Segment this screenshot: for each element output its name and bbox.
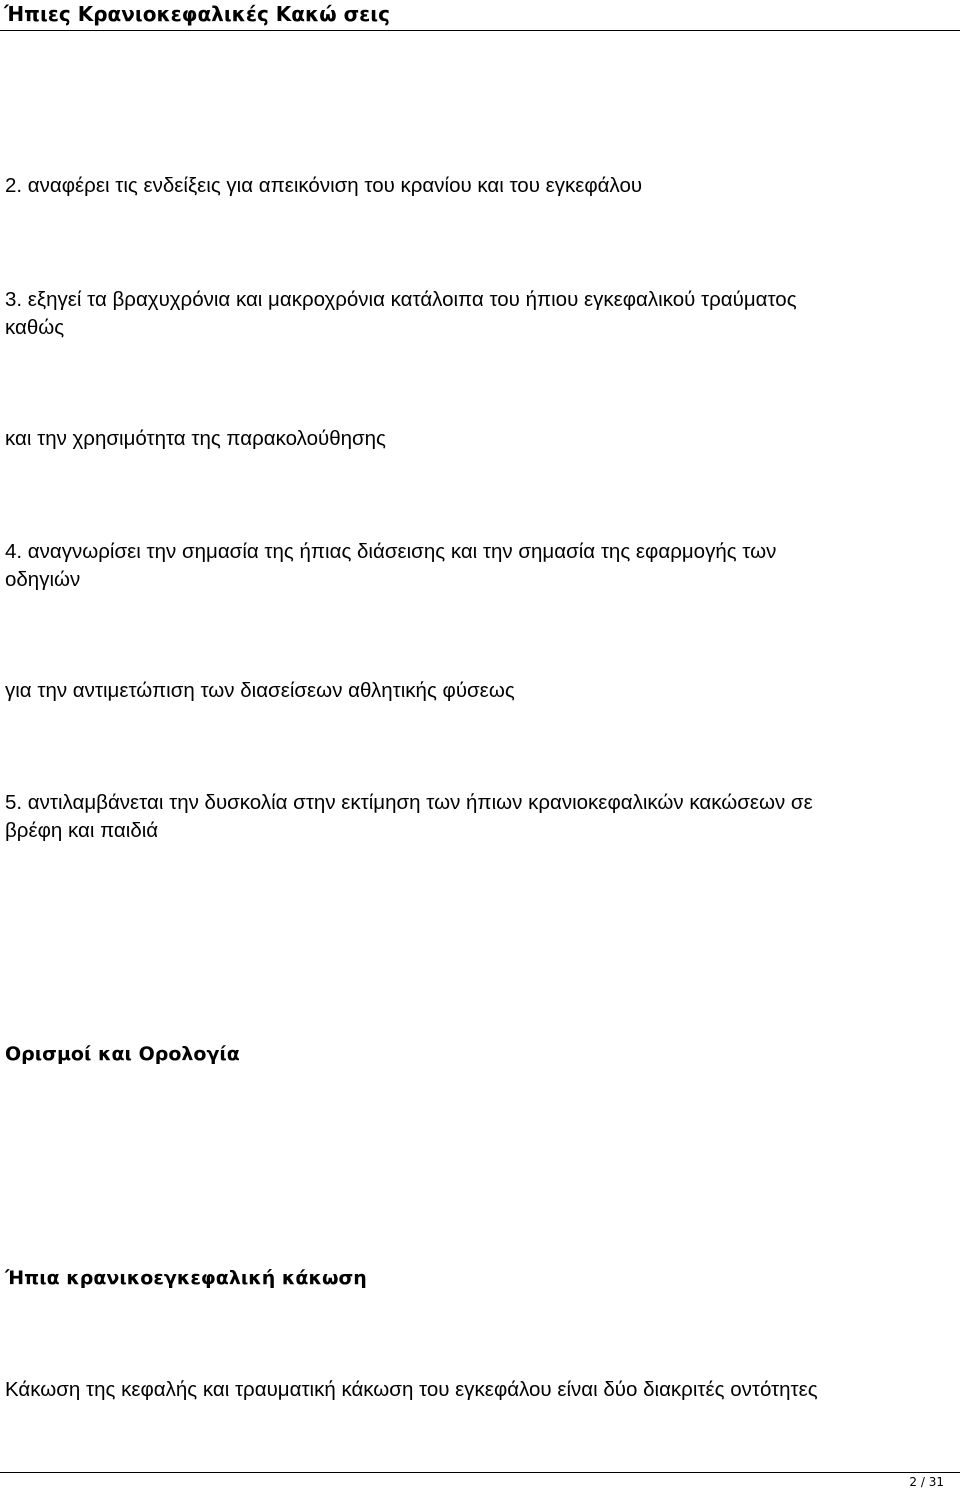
section-heading-definitions: Ορισμοί και Ορολογία <box>5 1043 240 1065</box>
objective-item-5-line-1: 5. αντιλαμβάνεται την δυσκολία στην εκτίμηση των ήπιων κρανιοκεφαλικών κακώσεων σε <box>5 791 813 814</box>
mild-injury-paragraph: Κάκωση της κεφαλής και τραυματική κάκωση του εγκεφάλου είναι δύο διακριτές οντότητες <box>5 1378 818 1401</box>
objective-item-4-continuation: για την αντιμετώπιση των διασείσεων αθλητικής φύσεως <box>5 679 515 702</box>
objective-item-4-line-2: οδηγιών <box>5 568 81 591</box>
header-divider <box>0 30 960 31</box>
objective-item-3-continuation: και την χρησιμότητα της παρακολούθησης <box>5 427 386 450</box>
objective-item-2: 2. αναφέρει τις ενδείξεις για απεικόνιση του κρανίου και του εγκεφάλου <box>5 174 643 197</box>
page-number: 2 / 31 <box>909 1475 944 1489</box>
objective-item-5-line-2: βρέφη και παιδιά <box>5 819 159 842</box>
document-title: Ήπιες Κρανιοκεφαλικές Κακώ σεις <box>4 2 390 26</box>
objective-item-4-line-1: 4. αναγνωρίσει την σημασία της ήπιας διάσεισης και την σημασία της εφαρμογής των <box>5 540 777 563</box>
section-heading-mild-injury: Ήπια κρανικοεγκεφαλική κάκωση <box>5 1267 367 1289</box>
footer-divider <box>0 1472 960 1473</box>
objective-item-3-line-1: 3. εξηγεί τα βραχυχρόνια και μακροχρόνια κατάλοιπα του ήπιου εγκεφαλικού τραύματος <box>5 288 797 311</box>
objective-item-3-line-2: καθώς <box>5 316 65 339</box>
